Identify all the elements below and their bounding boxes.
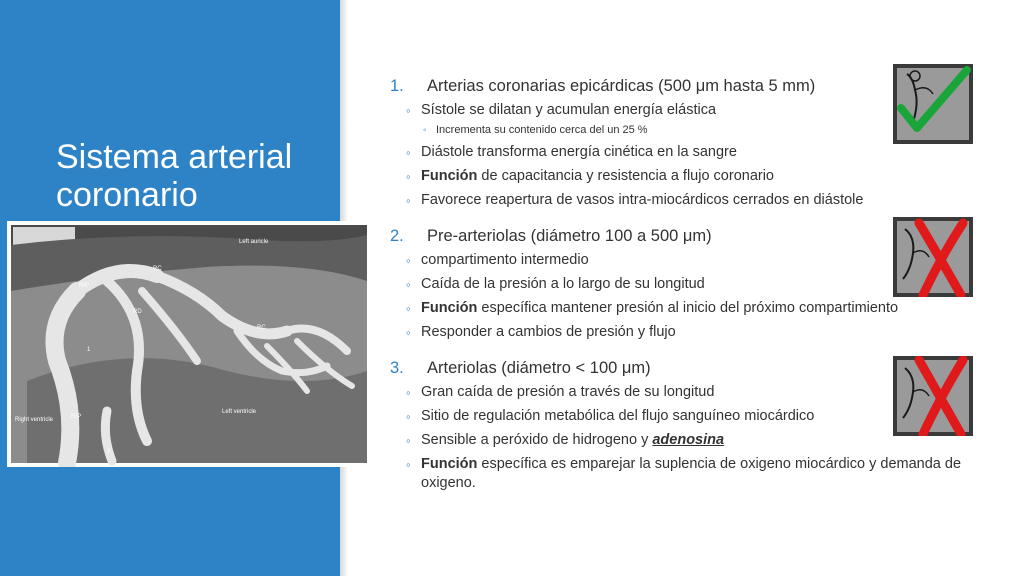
sub-bullet-item: ◦ Incrementa su contenido cerca del un 25 % (390, 123, 990, 138)
heart-dissection-photo (7, 221, 371, 467)
label-left-ventricle: Left ventricle (222, 409, 257, 415)
angiogram-thumbnail-3 (893, 356, 973, 436)
section-title: Arterias coronarias epicárdicas (500 μm hasta 5 mm) (427, 77, 816, 95)
label-right-ventricle: Right ventricle (15, 417, 54, 423)
bullet-item: ◦ compartimento intermedio (390, 251, 990, 270)
bullet-item: ◦ Caída de la presión a lo largo de su longitud (390, 275, 990, 294)
bullet-item: ◦ Sensible a peróxido de hidrogeno y adenosina (390, 431, 990, 450)
bullet-item: ◦ Sitio de regulación metabólica del flujo sanguíneo miocárdico (390, 407, 990, 426)
bullet-item: ◦ Función específica mantener presión al inicio del próximo compartimiento (390, 299, 990, 318)
section-title: Pre-arteriolas (diámetro 100 a 500 μm) (427, 227, 712, 245)
section-title: Arteriolas (diámetro < 100 μm) (427, 359, 651, 377)
section-number: 3. (390, 359, 404, 377)
label-rc-right: RC (257, 325, 266, 331)
bullet-item: ◦ Responder a cambios de presión y flujo (390, 323, 990, 342)
bullet-item: ◦ Función de capacitancia y resistencia a flujo coronario (390, 167, 990, 186)
bullet-item: ◦ Sístole se dilatan y acumulan energía elástica (390, 101, 990, 120)
bullet-item: ◦ Favorece reapertura de vasos intra-miocárdicos cerrados en diástole (390, 191, 990, 210)
label-rip-top: RIP (79, 283, 90, 289)
label-rip-bottom: RIP (71, 414, 82, 420)
angiogram-thumbnail-1 (893, 64, 973, 144)
bullet-item: ◦ Diástole transforma energía cinética en la sangre (390, 143, 990, 162)
label-num-1: 1 (87, 347, 91, 353)
bullet-item: ◦ Función específica es emparejar la suplencia de oxigeno miocárdico y demanda de oxigeno. (390, 455, 961, 493)
section-number: 1. (390, 77, 404, 95)
bullet-item: ◦ Gran caída de presión a través de su longitud (390, 383, 990, 402)
label-rc-top: RC (153, 266, 162, 272)
section-number: 2. (390, 227, 404, 245)
label-left-auricle: Left auricle (239, 239, 269, 245)
slide-title: Sistema arterial coronario (56, 138, 293, 214)
angiogram-thumbnail-2 (893, 217, 973, 297)
label-rd: RD (133, 309, 142, 315)
label-num-2: 2 (107, 449, 111, 455)
